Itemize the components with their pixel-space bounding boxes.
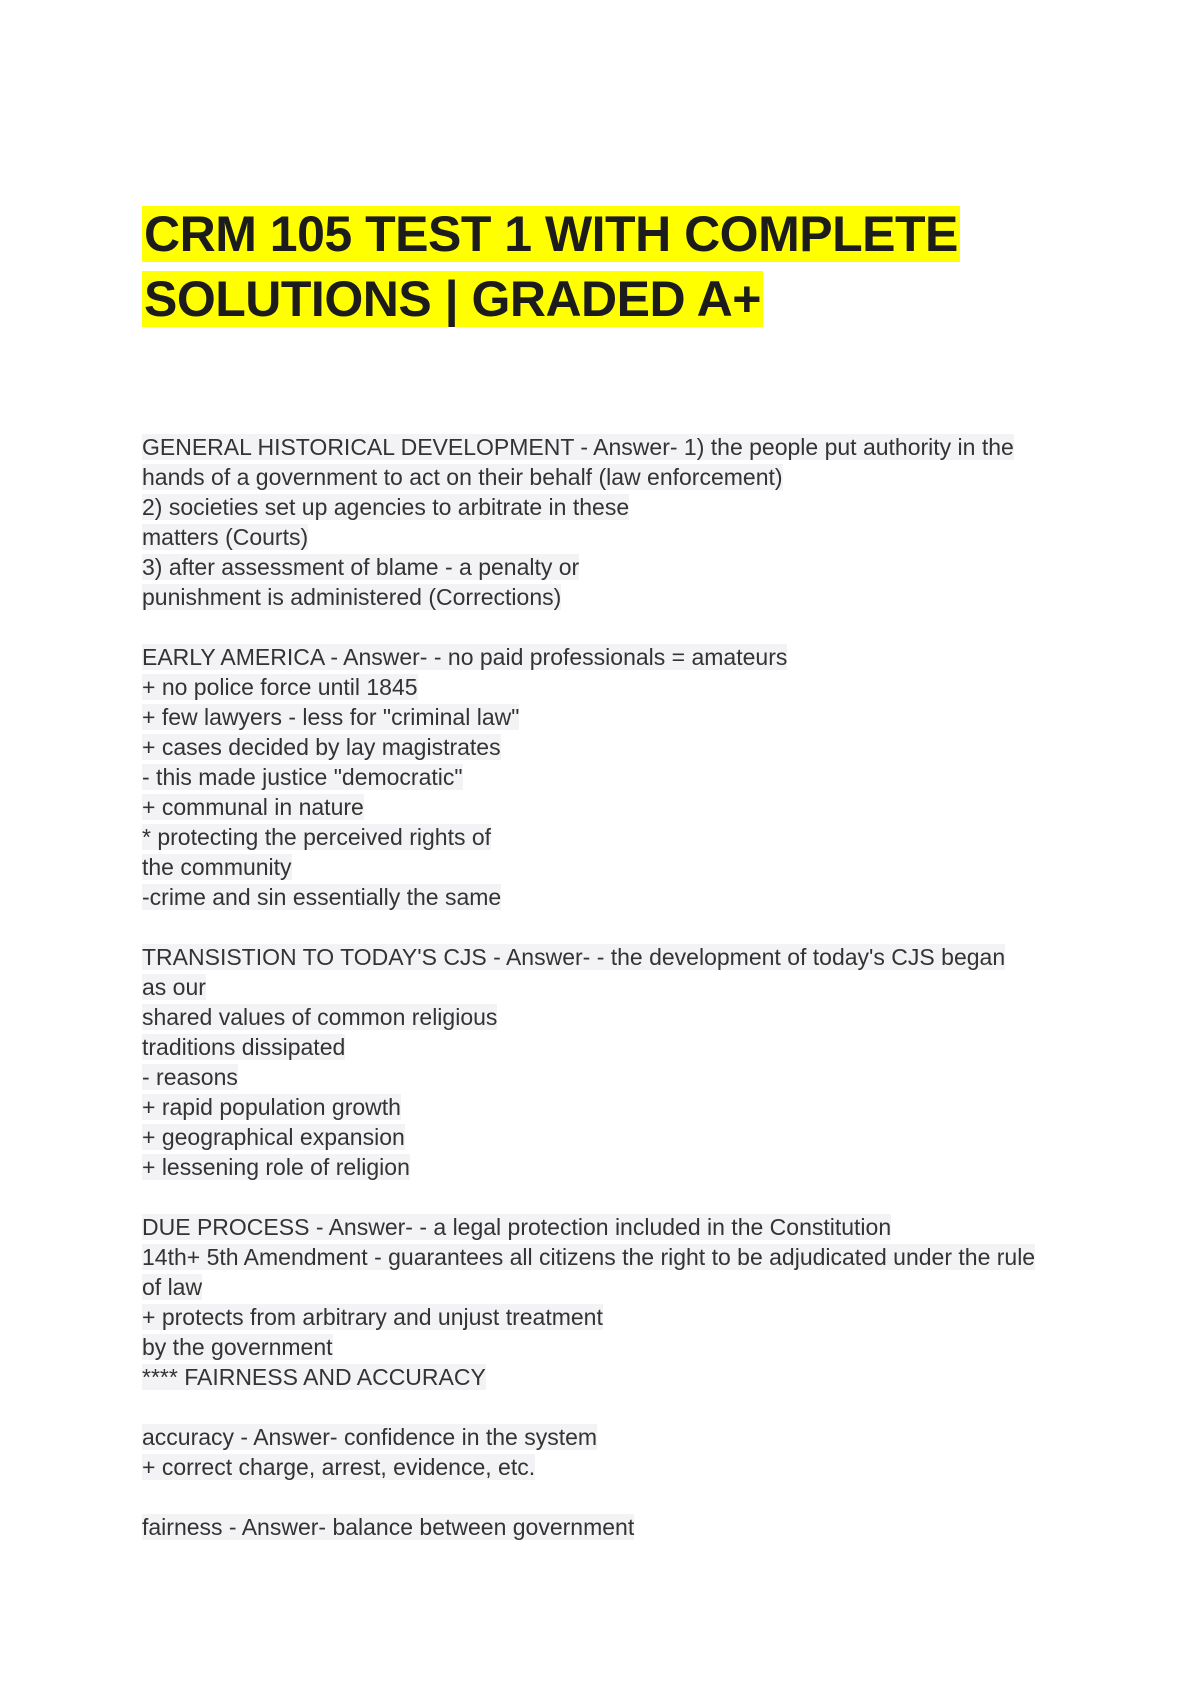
entry-line (142, 762, 1082, 792)
entry-line (142, 1272, 1082, 1302)
entry-line (142, 642, 1082, 672)
entry-line-text: by the government (142, 1334, 333, 1360)
qa-entry (142, 1212, 1082, 1392)
entry-line-text: DUE PROCESS - Answer- - a legal protection included in the Constitution (142, 1214, 892, 1240)
entry-line (142, 1032, 1082, 1062)
entry-line-text: accuracy - Answer- confidence in the system (142, 1424, 598, 1450)
entry-line-text: 2) societies set up agencies to arbitrate in these (142, 494, 630, 520)
entry-line-text: + lessening role of religion (142, 1154, 410, 1180)
entry-line (142, 852, 1082, 882)
document-title (142, 202, 1042, 332)
entry-line (142, 522, 1082, 552)
entry-line-text: + communal in nature (142, 794, 364, 820)
entry-line (142, 1332, 1082, 1362)
entry-line (142, 582, 1082, 612)
entry-line (142, 1242, 1082, 1272)
entry-line (142, 1092, 1082, 1122)
entry-line (142, 942, 1082, 972)
entry-line-text: - this made justice "democratic" (142, 764, 463, 790)
entry-line-text: + protects from arbitrary and unjust treatment (142, 1304, 603, 1330)
entry-line (142, 1422, 1082, 1452)
entry-line-text: 14th+ 5th Amendment - guarantees all citizens the right to be adjudicated under the rule (142, 1244, 1036, 1270)
entry-line (142, 1002, 1082, 1032)
entry-line-text: + cases decided by lay magistrates (142, 734, 501, 760)
title-line-2: SOLUTIONS | GRADED A+ (144, 271, 761, 327)
entry-line (142, 1452, 1082, 1482)
qa-entry (142, 1422, 1082, 1482)
entry-line-text: + no police force until 1845 (142, 674, 418, 700)
entry-line-text: EARLY AMERICA - Answer- - no paid professionals = amateurs (142, 644, 788, 670)
title-line-1: CRM 105 TEST 1 WITH COMPLETE (144, 206, 958, 262)
qa-entry (142, 432, 1082, 612)
entry-line (142, 1362, 1082, 1392)
entry-line-text: + rapid population growth (142, 1094, 401, 1120)
qa-entry (142, 1512, 1082, 1542)
entry-line-text: punishment is administered (Corrections) (142, 584, 562, 610)
entry-line (142, 672, 1082, 702)
document-body (142, 432, 1082, 1572)
entry-line-text: + correct charge, arrest, evidence, etc. (142, 1454, 536, 1480)
entry-line (142, 972, 1082, 1002)
entry-line-text: matters (Courts) (142, 524, 309, 550)
entry-line (142, 462, 1082, 492)
entry-line (142, 732, 1082, 762)
entry-line-text: TRANSISTION TO TODAY'S CJS - Answer- - the development of today's CJS began (142, 944, 1006, 970)
entry-line (142, 822, 1082, 852)
entry-line-text: **** FAIRNESS AND ACCURACY (142, 1364, 486, 1390)
entry-line-text: fairness - Answer- balance between government (142, 1514, 635, 1540)
entry-line-text: shared values of common religious (142, 1004, 498, 1030)
qa-entry (142, 642, 1082, 912)
entry-line-text: traditions dissipated (142, 1034, 346, 1060)
entry-line-text: hands of a government to act on their behalf (law enforcement) (142, 464, 783, 490)
entry-line-text: GENERAL HISTORICAL DEVELOPMENT - Answer- 1) the people put authority in the (142, 434, 1014, 460)
entry-line-text: the community (142, 854, 292, 880)
entry-line-text: - reasons (142, 1064, 238, 1090)
entry-line (142, 702, 1082, 732)
entry-line (142, 882, 1082, 912)
entry-line-text: of law (142, 1274, 203, 1300)
entry-line (142, 432, 1082, 462)
entry-line (142, 1062, 1082, 1092)
entry-line (142, 1152, 1082, 1182)
entry-line-text: as our (142, 974, 206, 1000)
entry-line (142, 1512, 1082, 1542)
entry-line-text: * protecting the perceived rights of (142, 824, 492, 850)
entry-line-text: + few lawyers - less for "criminal law" (142, 704, 520, 730)
entry-line (142, 1212, 1082, 1242)
entry-line (142, 552, 1082, 582)
entry-line (142, 492, 1082, 522)
entry-line-text: 3) after assessment of blame - a penalty or (142, 554, 580, 580)
entry-line (142, 1122, 1082, 1152)
qa-entry (142, 942, 1082, 1182)
entry-line-text: + geographical expansion (142, 1124, 405, 1150)
entry-line (142, 1302, 1082, 1332)
entry-line-text: -crime and sin essentially the same (142, 884, 502, 910)
entry-line (142, 792, 1082, 822)
